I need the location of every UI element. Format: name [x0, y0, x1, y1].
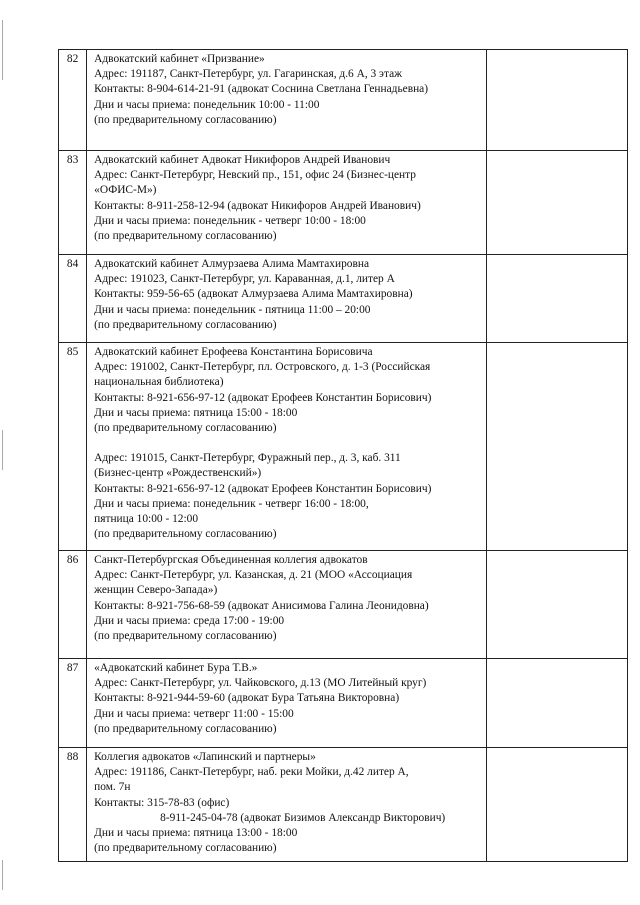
entry-number: 85 — [59, 343, 87, 551]
entry-details — [87, 659, 487, 748]
entry-contacts: Контакты: 8-911-258-12-94 (адвокат Никифоров Андрей Иванович) — [94, 199, 421, 212]
entry-note: (по предварительному согласованию) — [94, 230, 277, 243]
table-row — [59, 151, 628, 255]
entry-contacts: Контакты: 959-56-65 (адвокат Алмурзаева Алима Мамтахировна) — [94, 288, 413, 301]
entry-hours: Дни и часы приема: пятница 13:00 - 18:00 — [94, 827, 298, 840]
entry-number: 88 — [59, 748, 87, 862]
entry-address: Адрес: 191002, Санкт-Петербург, пл. Островского, д. 1-3 (Российская — [94, 361, 431, 374]
table-row — [59, 551, 628, 659]
entry-extra-cell — [487, 551, 628, 659]
entry-number: 83 — [59, 151, 87, 255]
entry-hours: Дни и часы приема: понедельник 10:00 - 11:00 — [94, 98, 320, 111]
table-row — [59, 255, 628, 343]
entry-contacts: Контакты: 8-921-656-97-12 (адвокат Ерофеев Константин Борисович) — [94, 391, 432, 404]
entry-number: 84 — [59, 255, 87, 343]
entry-note: (по предварительному согласованию) — [94, 422, 277, 435]
entry-hours-second: Дни и часы приема: понедельник - четверг 16:00 - 18:00, — [94, 497, 369, 510]
entry-extra-cell — [487, 50, 628, 151]
entry-address: «ОФИС-М») — [94, 184, 157, 197]
entry-number: 87 — [59, 659, 87, 748]
entry-details — [87, 255, 487, 343]
entry-address: пом. 7н — [94, 781, 131, 794]
table-row — [59, 748, 628, 862]
entry-hours: Дни и часы приема: среда 17:00 - 19:00 — [94, 614, 285, 627]
entry-title: «Адвокатский кабинет Бура Т.В.» — [94, 662, 258, 674]
entry-address-second: Адрес: 191015, Санкт-Петербург, Фуражный пер., д. 3, каб. 311 — [94, 452, 401, 465]
entry-note: (по предварительному согласованию) — [94, 842, 277, 855]
entry-title: Адвокатский кабинет Адвокат Никифоров Андрей Иванович — [94, 154, 391, 166]
entry-extra-cell — [487, 659, 628, 748]
scan-edge-mark — [2, 430, 3, 470]
entry-address: Адрес: Санкт-Петербург, ул. Казанская, д. 21 (МОО «Ассоциация — [94, 569, 413, 582]
entry-extra-cell — [487, 748, 628, 862]
entry-note-second: (по предварительному согласованию) — [94, 528, 277, 541]
scan-edge-mark — [2, 860, 3, 890]
entry-address: Адрес: 191186, Санкт-Петербург, наб. реки Мойки, д.42 литер А, — [94, 766, 409, 779]
entry-contacts: Контакты: 8-921-756-68-59 (адвокат Анисимова Галина Леонидовна) — [94, 599, 429, 612]
entry-hours: Дни и часы приема: понедельник - четверг 10:00 - 18:00 — [94, 214, 366, 227]
entry-details — [87, 551, 487, 659]
entry-hours-second: пятница 10:00 - 12:00 — [94, 513, 199, 526]
entry-note: (по предварительному согласованию) — [94, 113, 277, 126]
entry-details — [87, 50, 487, 151]
entry-title: Коллегия адвокатов «Лапинский и партнеры» — [94, 751, 316, 763]
entry-address: национальная библиотека) — [94, 376, 224, 389]
attorney-table — [58, 49, 628, 862]
entry-title: Адвокатский кабинет Алмурзаева Алима Мамтахировна — [94, 258, 370, 270]
scan-edge-mark — [2, 20, 3, 80]
entry-details — [87, 343, 487, 551]
entry-extra-cell — [487, 255, 628, 343]
table-row — [59, 343, 628, 551]
table-row — [59, 659, 628, 748]
entry-address: Адрес: 191187, Санкт-Петербург, ул. Гагаринская, д.6 А, 3 этаж — [94, 68, 402, 81]
entry-extra-cell — [487, 151, 628, 255]
entry-address: Адрес: Санкт-Петербург, ул. Чайковского, д.13 (МО Литейный круг) — [94, 677, 427, 690]
entry-details — [87, 748, 487, 862]
entry-details — [87, 151, 487, 255]
entry-contacts: Контакты: 315-78-83 (офис) — [94, 796, 230, 809]
entry-title: Адвокатский кабинет Ерофеева Константина Борисовича — [94, 346, 373, 358]
entry-number: 86 — [59, 551, 87, 659]
entry-extra-cell — [487, 343, 628, 551]
entry-contacts: Контакты: 8-921-944-59-60 (адвокат Бура Татьяна Викторовна) — [94, 692, 400, 705]
entry-address: женщин Северо-Запада») — [94, 584, 218, 597]
attorney-table-body — [59, 50, 628, 862]
entry-address: Адрес: 191023, Санкт-Петербург, ул. Караванная, д.1, литер А — [94, 273, 395, 286]
entry-hours: Дни и часы приема: пятница 15:00 - 18:00 — [94, 406, 298, 419]
entry-note: (по предварительному согласованию) — [94, 318, 277, 331]
entry-title: Адвокатский кабинет «Призвание» — [94, 53, 265, 65]
entry-title: Санкт-Петербургская Объединенная коллегия адвокатов — [94, 554, 368, 566]
entry-contacts-mobile: 8-911-245-04-78 (адвокат Бизимов Александр Викторович) — [160, 811, 446, 824]
entry-address: Адрес: Санкт-Петербург, Невский пр., 151, офис 24 (Бизнес-центр — [94, 169, 416, 182]
entry-note: (по предварительному согласованию) — [94, 630, 277, 643]
entry-contacts-second: Контакты: 8-921-656-97-12 (адвокат Ерофеев Константин Борисович) — [94, 482, 432, 495]
table-row — [59, 50, 628, 151]
entry-hours: Дни и часы приема: понедельник - пятница 11:00 – 20:00 — [94, 303, 371, 316]
entry-note: (по предварительному согласованию) — [94, 722, 277, 735]
entry-address-second: (Бизнес-центр «Рождественский») — [94, 467, 262, 480]
entry-contacts: Контакты: 8-904-614-21-91 (адвокат Соснина Светлана Геннадьевна) — [94, 83, 429, 96]
entry-number: 82 — [59, 50, 87, 151]
entry-hours: Дни и часы приема: четверг 11:00 - 15:00 — [94, 707, 294, 720]
